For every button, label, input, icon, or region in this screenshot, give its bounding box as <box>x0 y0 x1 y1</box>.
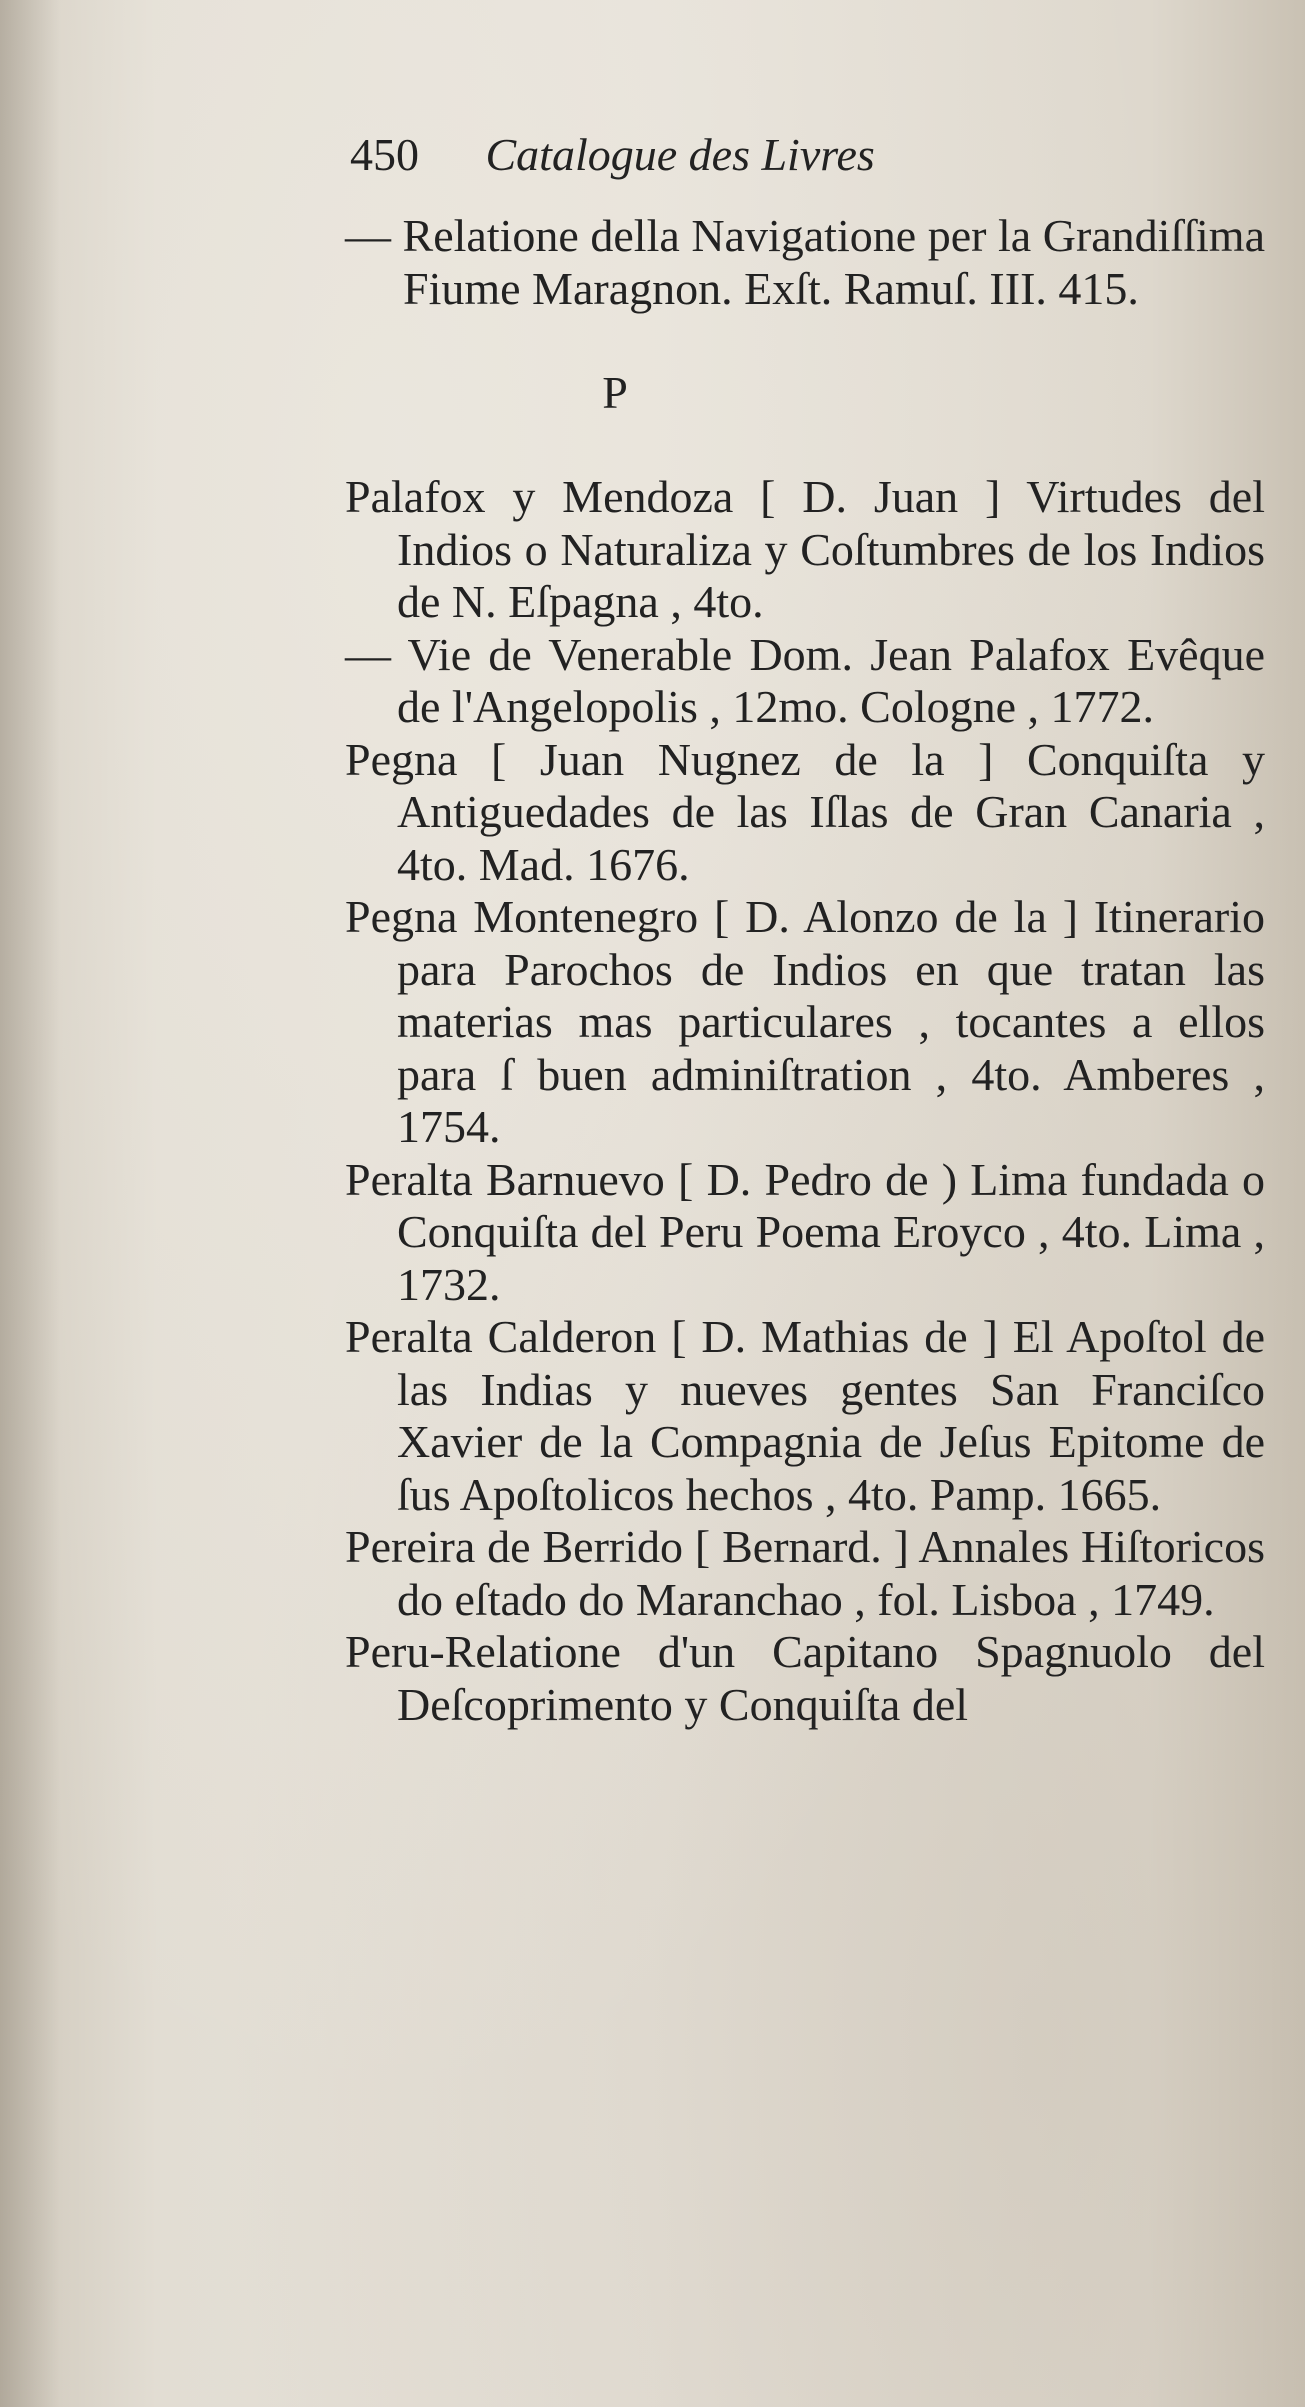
catalogue-entry: Palafox y Mendoza [ D. Juan ] Virtudes del Indios o Naturaliza y Coſtumbres de los Indios de N. Eſpagna , 4to. <box>345 471 1265 627</box>
running-head: Catalogue des Livres <box>485 129 875 180</box>
preceding-entry: — Relatione della Navigatione per la Grandiſſima Fiume Maragnon. Exſt. Ramuſ. III. 415. <box>345 210 1265 314</box>
catalogue-entry: Peralta Calderon [ D. Mathias de ] El Apoſtol de las Indias y nueves gentes San Franciſco Xavier de la Compagnia de Jeſus Epitome de ſus Apoſtolicos hechos , 4to. Pamp. 1665. <box>345 1311 1265 1520</box>
gutter-shadow <box>0 0 60 2407</box>
page-header <box>350 128 1050 181</box>
catalogue-entry: — Vie de Venerable Dom. Jean Palafox Evêque de l'Angelopolis , 12mo. Cologne , 1772. <box>345 628 1265 732</box>
catalogue-entry: Peru-Relatione d'un Capitano Spagnuolo del Deſcoprimento y Conquiſta del <box>345 1626 1265 1730</box>
catalogue-entry: Pegna [ Juan Nugnez de la ] Conquiſta y Antiguedades de las Iſlas de Gran Canaria , 4to. Mad. 1676. <box>345 733 1265 890</box>
catalogue-entry: Pereira de Berrido [ Bernard. ] Annales Hiſtoricos do eſtado do Maranchao , fol. Lisboa , 1749. <box>345 1521 1265 1625</box>
catalogue-entry: Pegna Montenegro [ D. Alonzo de la ] Itinerario para Parochos de Indios en que tratan las materias mas particulares , tocantes a ellos para ſ buen adminiſtration , 4to. Amberes , 1754. <box>345 891 1265 1152</box>
page-number: 450 <box>350 129 419 180</box>
catalogue-entries <box>345 210 1265 1731</box>
section-letter: P <box>602 367 628 418</box>
catalogue-entry: Peralta Barnuevo [ D. Pedro de ) Lima fundada o Conquiſta del Peru Poema Eroyco , 4to. Lima , 1732. <box>345 1153 1265 1310</box>
